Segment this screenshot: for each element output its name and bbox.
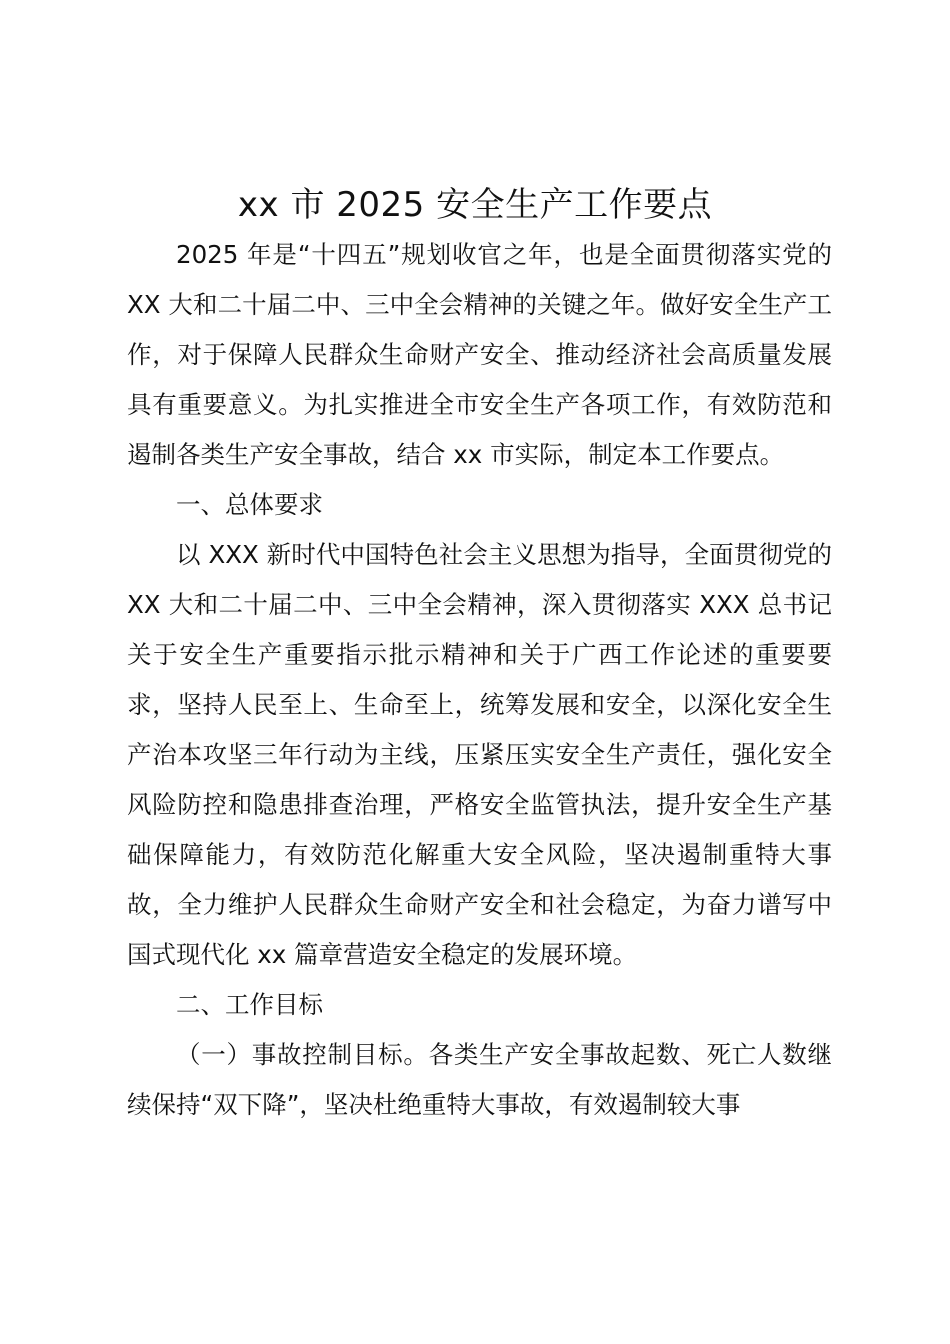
section-heading-overall-requirements: 一、总体要求	[176, 490, 323, 519]
overall-requirements-paragraph: 以 XXX 新时代中国特色社会主义思想为指导，全面贯彻党的 XX 大和二十届二中、三中全会精神，深入贯彻落实 XXX 总书记关于安全生产重要指示批示精神和关于广西工作论述的重要要求，坚持人民至上、生命至上，统筹发展和安全，以深化安全生产治本攻坚三年行动为主线，压紧压实安全生产责任，强化安全风险防控和隐患排查治理，严格安全监管执法，提升安全生产基础保障能力，有效防范化解重大安全风险，坚决遏制重特大事故，全力维护人民群众生命财产安全和社会稳定，为奋力谱写中国式现代化 xx 篇章营造安全稳定的发展环境。	[127, 540, 832, 969]
section-heading-work-goals: 二、工作目标	[176, 990, 323, 1019]
document-title: xx 市 2025 安全生产工作要点	[237, 185, 713, 225]
accident-control-goal-paragraph: （一）事故控制目标。各类生产安全事故起数、死亡人数继续保持“双下降”，坚决杜绝重特大事故，有效遏制较大事	[127, 1040, 832, 1119]
document-body	[127, 230, 832, 1130]
intro-paragraph: 2025 年是“十四五”规划收官之年，也是全面贯彻落实党的 XX 大和二十届二中、三中全会精神的关键之年。做好安全生产工作，对于保障人民群众生命财产安全、推动经济社会高质量发展具有重要意义。为扎实推进全市安全生产各项工作，有效防范和遏制各类生产安全事故，结合 xx 市实际，制定本工作要点。	[127, 240, 832, 469]
